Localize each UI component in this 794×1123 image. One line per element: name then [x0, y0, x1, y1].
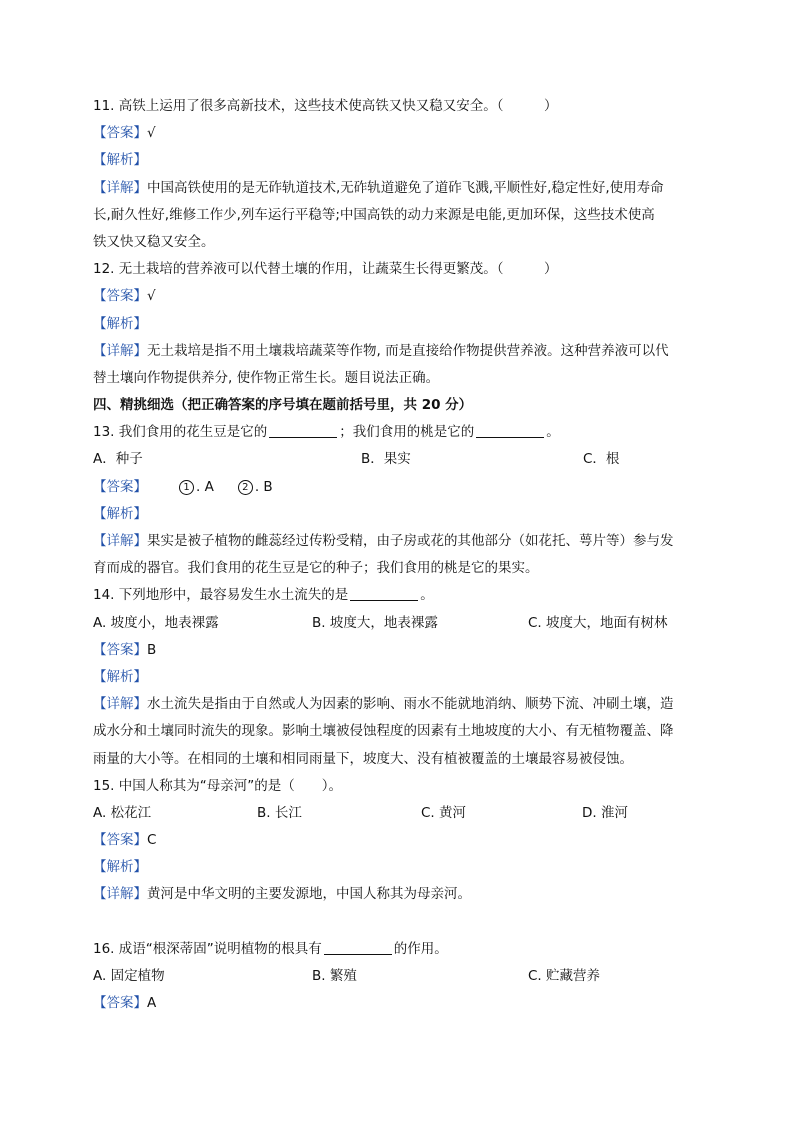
options-16 — [93, 963, 705, 990]
answer-tag: 【答案】 — [93, 995, 147, 1011]
answer-blank — [350, 586, 418, 601]
answer-15: 【答案】C — [93, 832, 157, 849]
detail-14-line-2: 成水分和土壤同时流失的现象。影响土壤被侵蚀程度的因素有土地坡度的大小、有无植物覆盖、降 — [93, 723, 674, 740]
analysis-11 — [93, 147, 705, 174]
options-13 — [93, 446, 705, 473]
detail-tag: 【详解】 — [93, 886, 147, 903]
answer-blank — [269, 423, 337, 438]
question-12: 12. 无土栽培的营养液可以代替土壤的作用，让蔬菜生长得更繁茂。（ ） — [93, 261, 558, 278]
question-16: 16. 成语“根深蒂固”说明植物的根具有 的作用。 — [93, 940, 448, 957]
analysis-14 — [93, 664, 705, 691]
option-a: A. 松花江 — [93, 804, 152, 821]
option-a: A. 固定植物 — [93, 967, 165, 984]
question-15: 15. 中国人称其为“母亲河”的是（ ）。 — [93, 777, 342, 794]
answer-blank — [324, 940, 392, 955]
option-b: B．果实 — [361, 451, 411, 468]
analysis-15 — [93, 854, 705, 881]
option-c: C. 坡度大，地面有树林 — [528, 614, 668, 631]
option-b: B. 繁殖 — [312, 967, 357, 984]
detail-tag: 【详解】 — [93, 342, 147, 359]
circled-number: 2 — [238, 480, 253, 495]
answer-tag: 【答案】 — [93, 641, 147, 658]
answer-tag: 【答案】 — [93, 288, 147, 305]
analysis-13 — [93, 501, 705, 528]
answer-11: 【答案】√ — [93, 125, 156, 142]
spacer — [93, 909, 705, 936]
document-page — [93, 93, 705, 1017]
option-c: C. 贮藏营养 — [528, 967, 601, 984]
detail-tag: 【详解】 — [93, 696, 147, 713]
option-b: B. 坡度大，地表裸露 — [312, 614, 438, 631]
detail-12-line-1: 【详解】无土栽培是指不用土壤栽培蔬菜等作物, 而是直接给作物提供营养液。这种营养液可以代 — [93, 342, 669, 359]
option-b: B. 长江 — [257, 804, 302, 821]
detail-tag: 【详解】 — [93, 533, 147, 549]
options-15 — [93, 800, 705, 827]
option-a: A. 坡度小，地表裸露 — [93, 614, 219, 631]
analysis-tag: 【解析】 — [93, 668, 147, 685]
detail-11-line-2: 长,耐久性好,维修工作少,列车运行平稳等;中国高铁的动力来源是电能,更加环保，这些技术使高 — [93, 206, 655, 223]
answer-tag: 【答案】 — [93, 478, 147, 495]
question-11: 11. 高铁上运用了很多高新技术，这些技术使高铁又快又稳又安全。（ ） — [93, 98, 558, 114]
detail-tag: 【详解】 — [93, 179, 147, 196]
option-c: C．根 — [583, 451, 620, 468]
answer-14: 【答案】B — [93, 641, 157, 658]
question-14: 14. 下列地形中，最容易发生水土流失的是 。 — [93, 587, 434, 604]
analysis-tag: 【解析】 — [93, 315, 147, 332]
section-4-heading: 四、精挑细选（把正确答案的序号填在题前括号里，共 20 分） — [93, 397, 473, 414]
detail-13-line-2: 育而成的器官。我们食用的花生豆是它的种子；我们食用的桃是它的果实。 — [93, 560, 539, 577]
answer-blank — [476, 423, 544, 438]
detail-14-line-1: 【详解】水土流失是指由于自然或人为因素的影响、雨水不能就地消纳、顺势下流、冲刷土壤，造 — [93, 696, 674, 713]
answer-tag: 【答案】 — [93, 125, 147, 142]
answer-tag: 【答案】 — [93, 832, 147, 849]
answer-16: 【答案】A — [93, 995, 157, 1011]
detail-13-line-1: 【详解】果实是被子植物的雌蕊经过传粉受精，由子房或花的其他部分（如花托、萼片等）参与发 — [93, 533, 674, 549]
option-d: D. 淮河 — [582, 804, 628, 821]
analysis-12 — [93, 311, 705, 338]
detail-12-line-2: 替土壤向作物提供养分, 使作物正常生长。题目说法正确。 — [93, 369, 440, 386]
analysis-tag: 【解析】 — [93, 859, 147, 876]
analysis-tag: 【解析】 — [93, 505, 147, 522]
detail-14-line-3: 雨量的大小等。在相同的土壤和相同雨量下，坡度大、没有植被覆盖的土壤最容易被侵蚀。 — [93, 750, 633, 767]
analysis-tag: 【解析】 — [93, 152, 147, 169]
question-13: 13. 我们食用的花生豆是它的 ；我们食用的桃是它的 。 — [93, 424, 560, 441]
circled-number: 1 — [179, 480, 194, 495]
option-c: C. 黄河 — [421, 804, 467, 821]
options-14 — [93, 610, 705, 637]
detail-15-line-1: 【详解】黄河是中华文明的主要发源地，中国人称其为母亲河。 — [93, 886, 471, 903]
answer-13: 【答案】 1 . A 2 . B — [93, 478, 273, 495]
option-a: A．种子 — [93, 451, 143, 468]
detail-11-line-1: 【详解】中国高铁使用的是无砟轨道技术,无砟轨道避免了道砟飞溅,平顺性好,稳定性好,使用寿命 — [93, 179, 664, 196]
detail-11-line-3: 铁又快又稳又安全。 — [93, 233, 215, 250]
answer-12: 【答案】√ — [93, 288, 156, 305]
